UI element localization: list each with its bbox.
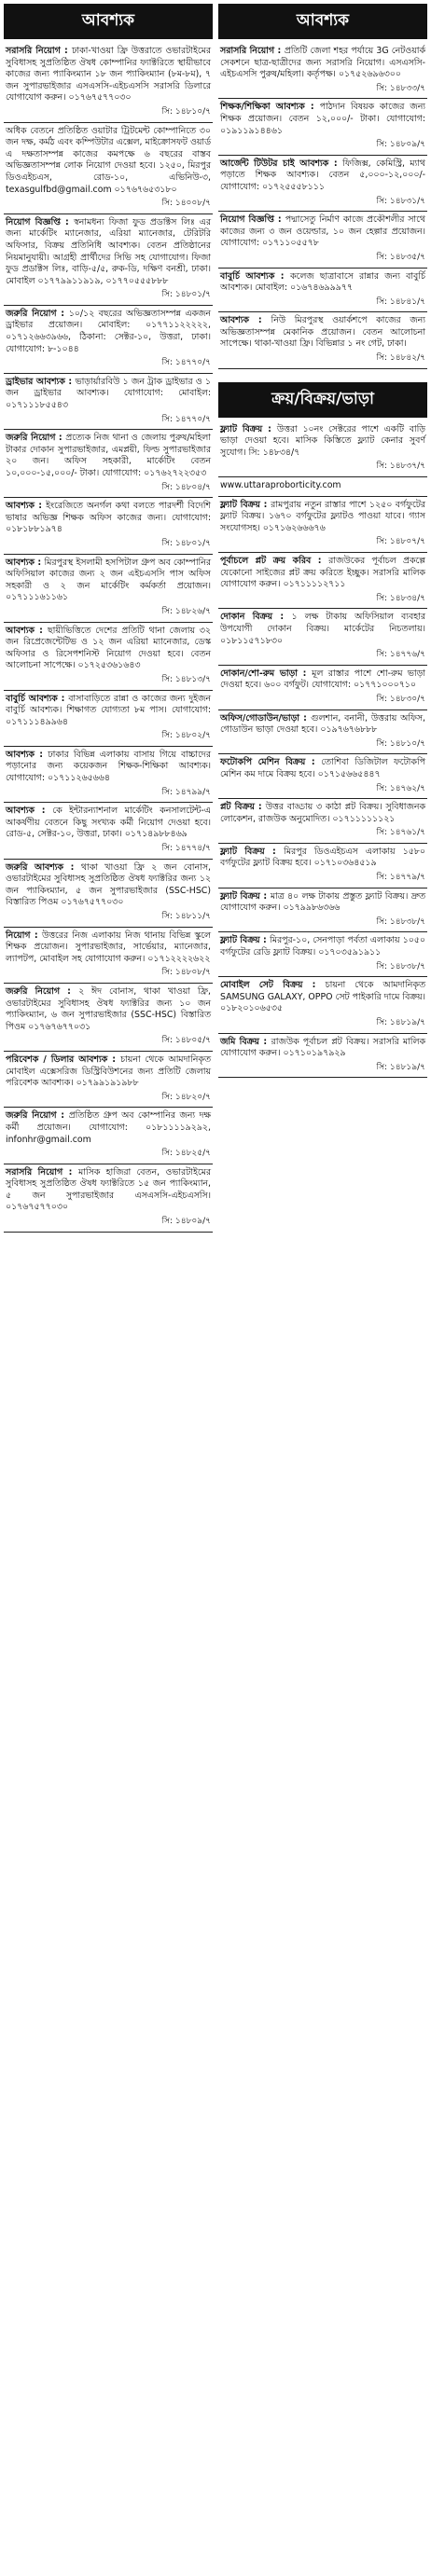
classified-ad <box>4 1108 213 1164</box>
classified-ad <box>218 99 427 155</box>
ad-reference: সি: ১৪৮১৯/৭ <box>376 1018 425 1027</box>
ad-reference: সি: ১৪০০৮/৭ <box>161 199 211 209</box>
classified-ad <box>4 803 213 859</box>
ad-reference: সি: ১৪৭৯৯/৭ <box>161 787 211 797</box>
ad-text: চায়না থেকে আমদানিকৃত SAMSUNG GALAXY, OPPO সেট পাইকারি দামে বিক্রয়। ০১৮২০১০৬৫৩৫ <box>220 980 425 1014</box>
ad-keyword: আবশ্যক : <box>6 625 48 636</box>
ad-reference: সি: ১৪৭৭৪/৭ <box>161 844 211 854</box>
ad-keyword: ফটোকপি মেশিন বিক্রয় : <box>220 757 322 768</box>
classified-ad <box>4 555 213 623</box>
classified-ad <box>218 844 427 889</box>
classified-ad <box>4 984 213 1052</box>
ad-reference: সি: ১৪৮০১/৭ <box>161 538 211 548</box>
classified-ad <box>218 1034 427 1079</box>
classified-ad <box>218 799 427 844</box>
right-trade-list <box>218 421 427 1079</box>
ad-keyword: আবশ্যক : <box>220 315 271 326</box>
classified-ad <box>218 889 427 933</box>
ad-text: কলেজ ছাত্রাবাসে রান্নার জন্য বাবুর্চি আবশ্যক। মোবাইল: ০১৬৭৪৬৯৯৯৭৭ <box>220 270 425 294</box>
classified-ad <box>4 691 213 747</box>
section-header-trade: ক্রয়/বিক্রয়/ভাড়া <box>218 382 427 418</box>
ad-reference: সি: ১৪৭৭০/৭ <box>161 358 211 368</box>
ad-keyword: সরাসরি নিয়োগ : <box>6 1166 78 1178</box>
ad-keyword: সরাসরি নিয়োগ : <box>6 46 73 56</box>
ad-keyword: পূর্বাচলে প্লট ক্রয় করিব : <box>220 556 329 566</box>
ad-text: বাসাবাড়িতে রান্না ও কাজের জন্য দুইজন বাবুর্চি আবশ্যক। শিক্ষাগত যোগ্যতা ৮ম পাস। যোগাযোগ: ০১৭১১১৪৯৯৬৪ <box>6 693 211 727</box>
ad-keyword: সরাসরি নিয়োগ : <box>220 46 285 56</box>
ad-text: রামপুরায় নতুন রাস্তার পাশে ১২৫০ বর্গফুটের ফ্ল্যাট বিক্রয়। ১৬৭০ বর্গফুটের ফ্ল্যাটও পাওয়া যাবে। গ্যাস সংযোগসহ। ০১৭১৬২৬৬৬৭৬ <box>220 499 425 533</box>
classified-ad <box>4 860 213 928</box>
ad-keyword: ফ্ল্যাট বিক্রয় : <box>220 935 271 946</box>
ad-reference: সি: ১৪৭৭০/৭ <box>161 414 211 424</box>
classified-ad <box>4 43 213 123</box>
ad-reference: সি: ১৪৮৩৫/৭ <box>376 252 425 262</box>
ad-keyword: বাবুর্চি আবশ্যক : <box>220 270 290 282</box>
classified-ad <box>218 754 427 799</box>
ad-reference: সি: ১৪৮২৫/৭ <box>161 1149 211 1159</box>
classified-ad <box>218 666 427 710</box>
ad-reference: সি: ১৪৮১১/৭ <box>161 912 211 921</box>
classified-ad <box>4 1052 213 1108</box>
classified-ad <box>218 710 427 755</box>
classified-ad <box>4 123 213 214</box>
ad-reference: সি: ১৪৮৩৭/৭ <box>376 461 425 472</box>
ad-text: নিউ মিরপুরস্থ ওয়ার্কশপে কাজের জন্য অভিজ্ঞতাসম্পন্ন মেকানিক প্রয়োজন। বেতন আলোচনা সাপেক্ষে। থাকা-খাওয়া ফ্রি। বিভিন্নার ১ নং গেট, ঢাকা। <box>220 315 425 350</box>
ad-text: প্রতিষ্ঠিত গ্রুপ অব কোম্পানির জন্য দক্ষ কর্মী প্রয়োজন। যোগাযোগ: ০১৮১১১১৯২৯২, infonhr@gmail.com <box>6 1110 212 1145</box>
ad-text: অধিক বেতনে প্রতিষ্ঠিত ওয়াটার ট্রিটমেন্ট কোম্পানিতে ৩০ জন দক্ষ, কর্মঠ এবং কম্পিউটার এক্সেল, মাইক্রোসফট ওয়ার্ড এ দক্ষতাসম্পন্ন কাজের কমপক্ষে ৬ বছরের বাস্তব অভিজ্ঞতাসম্পন্ন লোক নিয়োগ দেওয়া হবে। ১২৫০, মিরপুর ডিওএইচএস, রোড-১০, এভিনিউ-৩, texasgulfbd@gmail.com ০১৭৬৭৬৫৩১৮০ <box>6 125 211 195</box>
classified-ad <box>218 156 427 212</box>
ad-reference: সি: ১৪৮১০/৭ <box>376 738 425 749</box>
ad-reference: সি: ১৪৮০২/৭ <box>161 731 211 741</box>
classified-ad <box>218 609 427 665</box>
ad-keyword: শিক্ষক/শিক্ষিকা আবশ্যক : <box>220 102 320 113</box>
classified-ad <box>218 212 427 268</box>
ad-keyword: জরুরি নিয়োগ : <box>6 985 79 997</box>
ad-keyword: নিয়োগ বিজ্ঞপ্তি : <box>6 216 74 227</box>
ad-reference: সি: ১৪৮০৪/৭ <box>161 482 211 492</box>
ad-reference: সি: ১৪৮৪২/৭ <box>376 353 425 364</box>
ad-text: স্বনামধন্য ফিজা ফুড প্রডাক্টস লিঃ এর জন্য মার্কেটিং ম্যানেজার, এরিয়া ম্যানেজার, টেরিটরি অফিসার, বিক্রয় প্রতিনিধি আবশ্যক। বেতন প্রতিষ্ঠানের নিয়মানুযায়ী। আগ্রহী প্রার্থীদের সিভি সহ যোগাযোগ। ফিজা ফুড প্রডাক্টস লিঃ, বাড়ি-৫/৫, রুক-ডি, দক্ষিণ বনশ্রী, ঢাকা। মোবাইল ০১৭৭৯৯১১৯১৯, ০১৭৭০৫৫৫৮৮৮ <box>6 216 211 286</box>
left-column <box>4 0 213 1233</box>
ad-text: ১০/১২ বছরের অভিজ্ঞতাসম্পন্ন একজন ড্রাইভার প্রয়োজন। মোবাইল: ০১৭৭১১২২২২২, ০১৭১২৬৬৩৯৬৬, ঠিকানা: সেক্টর-১০, উত্তরা, ঢাকা। যোগাযোগ: ৮-১০৪৪ <box>6 308 212 354</box>
ad-keyword: ড্রাইভার আবশ্যক : <box>6 376 76 387</box>
ad-text: উত্তর বাড্ডায় ৩ কাঠা প্লট বিক্রয়। সুবিধাজনক লোকেশন, রাজউক অনুমোদিত। ০১৭১১১১১১২১ <box>220 802 426 824</box>
ad-text: ঢাকা-খাওয়া ফ্রি উত্তরাতে ওভারটাইমের সুবিধাসহ সুপ্রতিষ্ঠিত ঔষধ কোম্পানির ফ্যাক্টরিতে স্থায়ীভাবে কাজের জন্য প্যাকিংম্যান ১৮ জন প্যাকিংম্যান (৮ম-৮ম), ৭ জন সুপারভাইজার এসএসসি-এইচএসসি সরাসরি ডিলারে যোগাযোগ করুন। ০১৭৬৭৫৭৭০৩০ <box>6 46 212 103</box>
ad-keyword: আবশ্যক : <box>6 806 53 817</box>
ad-text: মিরপুরস্থ ইসলামী হসপিটাল গ্রুপ অব কোম্পানির অফিসিয়াল কাজের জন্য ২ জন এইচএসসি পাস অফিস সহকারী ও ২ জন মার্কেটিং কর্মকর্তা প্রয়োজন। ০১৭১১১৬১১৬১ <box>6 557 211 603</box>
ad-keyword: ফ্ল্যাট বিক্রয় : <box>220 890 271 902</box>
ad-reference: সি: ১৪৮২৬/৭ <box>161 606 211 616</box>
ad-keyword: নিয়োগ : <box>6 930 43 941</box>
ad-keyword: আর্জেন্ট টিউটর চাই আবশ্যক : <box>220 158 343 169</box>
section-header-jobs-right: আবশ্যক <box>218 4 427 39</box>
classified-ad <box>4 928 213 984</box>
ad-keyword: দোকান বিক্রয় : <box>220 612 292 623</box>
ad-text: ১ লক্ষ টাকায় অফিসিয়াল ব্যবহার উপযোগী দোকান বিক্রয়। মার্কেটের নিচতলায়। ০১৮১১৫৭১৮৩০ <box>220 612 425 646</box>
left-ads-list <box>4 43 213 1233</box>
classified-ad <box>218 43 427 99</box>
ad-text: ইংরেজিতে অনর্গল কথা বলতে পারদর্শী বিদেশি ভাষার অভিজ্ঞ শিক্ষক অফিস কাজের জন্য। যোগাযোগ: ০১৮১৮৮১৯৭৪ <box>6 501 211 535</box>
ad-text: গুলশান, বনানী, উত্তরায় অফিস, গোডাউন ভাড়া দেওয়া হবে। ০১৯৭৬৭৬৮৮৮ <box>220 712 425 736</box>
ad-reference: সি: ১৪৮০৯/৭ <box>161 1217 211 1227</box>
ad-reference: সি: ১৪৮৩৪/৭ <box>376 593 425 603</box>
ad-keyword: জমি বিক্রয় : <box>220 1036 271 1047</box>
ad-keyword: জরুরি নিয়োগ : <box>6 1110 69 1122</box>
classified-ad <box>218 421 427 477</box>
ad-text: www.uttaraproborticity.com <box>220 480 341 491</box>
right-jobs-list <box>218 43 427 369</box>
ad-text: ঢাকার বিভিন্ন এলাকায় বাসায় গিয়ে বাচ্চাদের পড়ানোর জন্য কয়েকজন শিক্ষক-শিক্ষিকা আবশ্যক। যোগাযোগ: ০১৭১১২৬৫৬৬৪ <box>6 749 211 784</box>
classified-ad <box>4 374 213 430</box>
ad-keyword: ফ্ল্যাট বিক্রয় : <box>220 499 271 510</box>
ad-keyword: আবশ্যক : <box>6 749 49 760</box>
ad-text: রাজউকের পূর্বাচল প্রকল্পে যেকোনো সাইজের প্লট ক্রয় করিতে ইচ্ছুক। সরাসরি মালিক যোগাযোগ করুন। ০১৭১১১১২৭১১ <box>220 556 425 590</box>
classified-ad <box>218 312 427 368</box>
ad-reference: সি: ১৪৮৩৮/৭ <box>376 961 425 971</box>
right-column <box>218 0 427 1078</box>
ad-text: মিরপুর ডিওএইচএস এলাকায় ১৫৮০ বর্গফুটের ফ্ল্যাট বিক্রয় হবে। ০১৭১০৩৬৪৫১৯ <box>220 846 425 869</box>
ad-text: উত্তরা ১০নং সেক্টরের পাশে একটি বাড়ি ভাড়া দেওয়া হবে। মাসিক কিস্তিতে ফ্ল্যাট কেনার সুবর্ণ সুযোগ। সি: ১৪৮৩৪/৭ <box>220 423 425 458</box>
ad-text: চায়না থেকে আমদানিকৃত মোবাইল এক্সেসরিজ ডিস্ট্রিবিউশনের জন্য প্রতিটি জেলায় পরিবেশক আবশ্যক। ০১৭৯৯১৯১৯৮৮ <box>6 1054 211 1089</box>
ad-keyword: বাবুর্চি আবশ্যক : <box>6 693 69 704</box>
ad-reference: সি: ১৪৮১৯/৭ <box>376 1062 425 1072</box>
ad-text: ভাড়ার্য়ারবিউ ১ জন ট্রাক ড্রাইভার ও ১ জন ড্রাইভার আবশ্যক। যোগাযোগ: মোবাইল: ০১৭১১১৮৫৫৪৩ <box>6 376 211 411</box>
ad-reference: সি: ১৪৮০৮/৭ <box>161 968 211 978</box>
ad-keyword: নিয়োগ বিজ্ঞপ্তি : <box>220 214 285 226</box>
ad-keyword: ফ্ল্যাট বিক্রয় : <box>220 423 277 434</box>
ad-reference: সি: ১৪৮১০/৭ <box>161 106 211 117</box>
ad-text: মাসিক হাজিরা বেতন, ওভারটাইমের সুবিধাসহ সুপ্রতিষ্ঠিত ঔষধ ফ্যাক্টরিতে ১৫ জন প্যাকিংম্যান, ৫ জন সুপারভাইজার এসএসসি-এইচএসসি। ০১৭৬৭৫৭৭০৩০ <box>6 1166 211 1213</box>
classified-ad <box>4 747 213 803</box>
ad-text: প্রতিটি জেলা শহর পর্যায়ে 3G নেটওয়ার্ক সেকশনে ছাত্র-ছাত্রীদের জন্য সরাসরি নিয়োগ। এসএসসি-এইচএসসি পুরুষ/মহিলা। কর্তৃপক্ষ। ০১৭৫২৬৯৬৩০০ <box>220 46 426 80</box>
ad-keyword: জরুরি নিয়োগ : <box>6 308 69 319</box>
classified-ad <box>218 269 427 313</box>
ad-text: থাকা খাওয়া ফ্রি ২ জন বোনাস, ওভারটাইমের সুবিধাসহ সুপ্রতিষ্ঠিত ঔষধ ফ্যাক্টরির জন্য ১২ জন প্যাকিংম্যান, ৫ জন সুপারভাইজার (SSC-HSC) বিস্তারিত পিওম ০১৭৬৭৫৭৭০৩০ <box>6 861 211 908</box>
classified-ad <box>4 430 213 498</box>
ad-reference: সি: ১৪৮৪১/৭ <box>376 296 425 307</box>
ad-keyword: আবশ্যক : <box>6 501 47 512</box>
ad-keyword: মোবাইল সেট বিক্রয় : <box>220 980 326 991</box>
ad-reference: সি: ১৪৮০৫/৭ <box>161 1036 211 1046</box>
ad-text: মিরপুর-১০, সেনপাড়া পর্বতা এলাকায় ১০৫০ বর্গফুটের রেডি ফ্ল্যাট বিক্রয়। ০১৭০৩৫৯১৯১১ <box>220 935 425 958</box>
ad-text: মূল রাস্তার পাশে শো-রুম ভাড়া দেওয়া হবে। ৬০০ বর্গফুট। যোগাযোগ: ০১৭৭১০০০৭১০ <box>220 668 426 691</box>
ad-reference: সি: ১৪৮৩০/৭ <box>376 694 425 704</box>
ad-reference: সি: ১৪৭৬১/৭ <box>376 828 425 838</box>
ad-keyword: জরুরি নিয়োগ : <box>6 433 66 444</box>
section-header-jobs-left: আবশ্যক <box>4 4 213 39</box>
classified-ad <box>4 498 213 554</box>
classified-ad <box>218 553 427 609</box>
ad-keyword: জরুরি আবশ্যক : <box>6 861 81 873</box>
ad-text: ছায়ীভিত্তিতে দেশের প্রতিটি থানা জেলায় ৩২ জন রিপ্রেজেন্টেটিভ ও ১২ জন এরিয়া ম্যানেজার, ডেস্ক অফিসার ও রিসেপশনিস্ট নিয়োগ দেওয়া হবে। বেতন আলোচনা সাপেক্ষে। ০১৭২৫৩৬১৬৪৩ <box>6 625 211 671</box>
ad-keyword: আবশ্যক : <box>6 557 45 568</box>
ad-keyword: প্লট বিক্রয় : <box>220 802 266 813</box>
ad-reference: সি: ১৪৮১৩/৭ <box>161 674 211 684</box>
ad-text: উত্তরের নিজ এলাকায় নিজ থানায় বিভিন্ন স্কুলে শিক্ষক প্রয়োজন। সুপারভাইজার, সার্ভেয়ার, ম্যানেজার, ল্যাপটপ, মোবাইল সহ যোগাযোগ করুন। ০১৭১২২২২৬২২ <box>6 930 211 964</box>
ad-keyword: অফিস/গোডাউন/ভাড়া : <box>220 712 312 723</box>
classified-ad <box>4 214 213 306</box>
classified-ad <box>4 306 213 374</box>
classified-ad <box>218 497 427 553</box>
ad-reference: সি: ১৪৮০৭/৭ <box>376 537 425 547</box>
classified-ad <box>218 977 427 1033</box>
ad-reference: সি: ১৪৭৬২/৭ <box>376 783 425 793</box>
ad-text: পাঠদান বিষয়ক কাজের জন্য শিক্ষক প্রয়োজন। বেতন ১২,০০০/- টাকা। যোগাযোগ: ০১৯১১৯১৪৪৬১ <box>220 102 426 136</box>
ad-text: ২ ঈদ বোনাস, থাকা খাওয়া ফ্রি, ওভারটাইমের সুবিধাসহ ঔষধ ফ্যাক্টরির জন্য ১০ জন প্যাকিংম্যান, ৬ জন সুপারভাইজার (SSC-HSC) বিস্তারিত পিওম ০১৭৬৭৬৭৭০৩১ <box>6 985 211 1032</box>
ad-reference: সি: ১৪৭৭৬/৭ <box>376 650 425 660</box>
ad-reference: সি: ১৪৮৩১/৭ <box>376 196 425 206</box>
ad-text: ফিজিক্স, কেমিস্ট্রি, ম্যাথ পড়াতে শিক্ষক আবশ্যক। বেতন ৫,০০০-১২,০০০/- যোগাযোগ: ০১৭২৫৫৫৮১১১ <box>220 158 425 192</box>
ad-reference: সি: ১৪৮২০/৭ <box>161 1092 211 1102</box>
ad-text: কে ইন্টারন্যাশনাল মার্কেটিং কনসালটেন্ট-এ আকর্ষণীয় বেতনে কিছু সংখ্যক কর্মী নিয়োগ দেওয়া হবে। রোড-৫, সেক্টর-১০, উত্তরা, ঢাকা। ০১৭১৪৯৮৮৪৬৯ <box>6 806 212 840</box>
ad-reference: সি: ১৪৮৩৮/৭ <box>376 916 425 927</box>
ad-keyword: পরিবেশক / ডিলার আবশ্যক : <box>6 1054 121 1065</box>
ad-text: তোশিবা ডিজিটাল ফটোকপি মেশিন কম দামে বিক্রয় হবে। ০১৭১৫৬৬৫৪৪৭ <box>220 757 425 779</box>
classified-ad <box>4 623 213 691</box>
ad-reference: সি: ১৪৭৭৯/৭ <box>376 873 425 883</box>
ad-keyword: দোকান/শো-রুম ভাড়া : <box>220 668 313 679</box>
classified-ad <box>218 932 427 977</box>
ad-text: পদ্মাসেতু নির্মাণ কাজে প্রকৌশলীর সাথে কাজের জন্য ৩ জন ওয়েল্ডার, ১০ জন হেল্পার প্রয়োজন। যোগাযোগ: ০১৭১১০৫৫৭৮ <box>220 214 425 249</box>
ad-reference: সি: ১৪৮৩৩/৭ <box>376 83 425 93</box>
ad-keyword: ফ্ল্যাট বিক্রয় : <box>220 846 285 857</box>
classified-ad <box>4 1164 213 1233</box>
ad-text: মাত্র ৪০ লক্ষ টাকায় প্রস্তুত ফ্ল্যাট বিক্রয়। দ্রুত যোগাযোগ করুন। ০১৭৯৯৮৬৩৬৬ <box>220 890 425 914</box>
ad-reference: সি: ১৪৮০৯/৭ <box>376 140 425 150</box>
ad-reference: সি: ১৪৮০১/৭ <box>161 290 211 300</box>
ad-text: রাজউক পূর্বাচল প্লট বিক্রয়। সরাসরি মালিক যোগাযোগ করুন। ০১৭১০১৯৭৯২৯ <box>220 1036 426 1059</box>
classified-ad <box>218 477 427 497</box>
ad-text: প্রত্যেক নিজ থানা ও জেলায় পুরুষ/মহিলা টাকার দোকান সুপারভাইজার, এমপ্লয়ী, ফিল্ড সুপারভাইজার ২০ জন। অফিস সহকারী, মার্কেটিং বেতন ১০,০০০-১৫,০০০/- টাকা। যোগাযোগ: ০১৭৬২৭২২৩৫৩ <box>6 433 212 478</box>
